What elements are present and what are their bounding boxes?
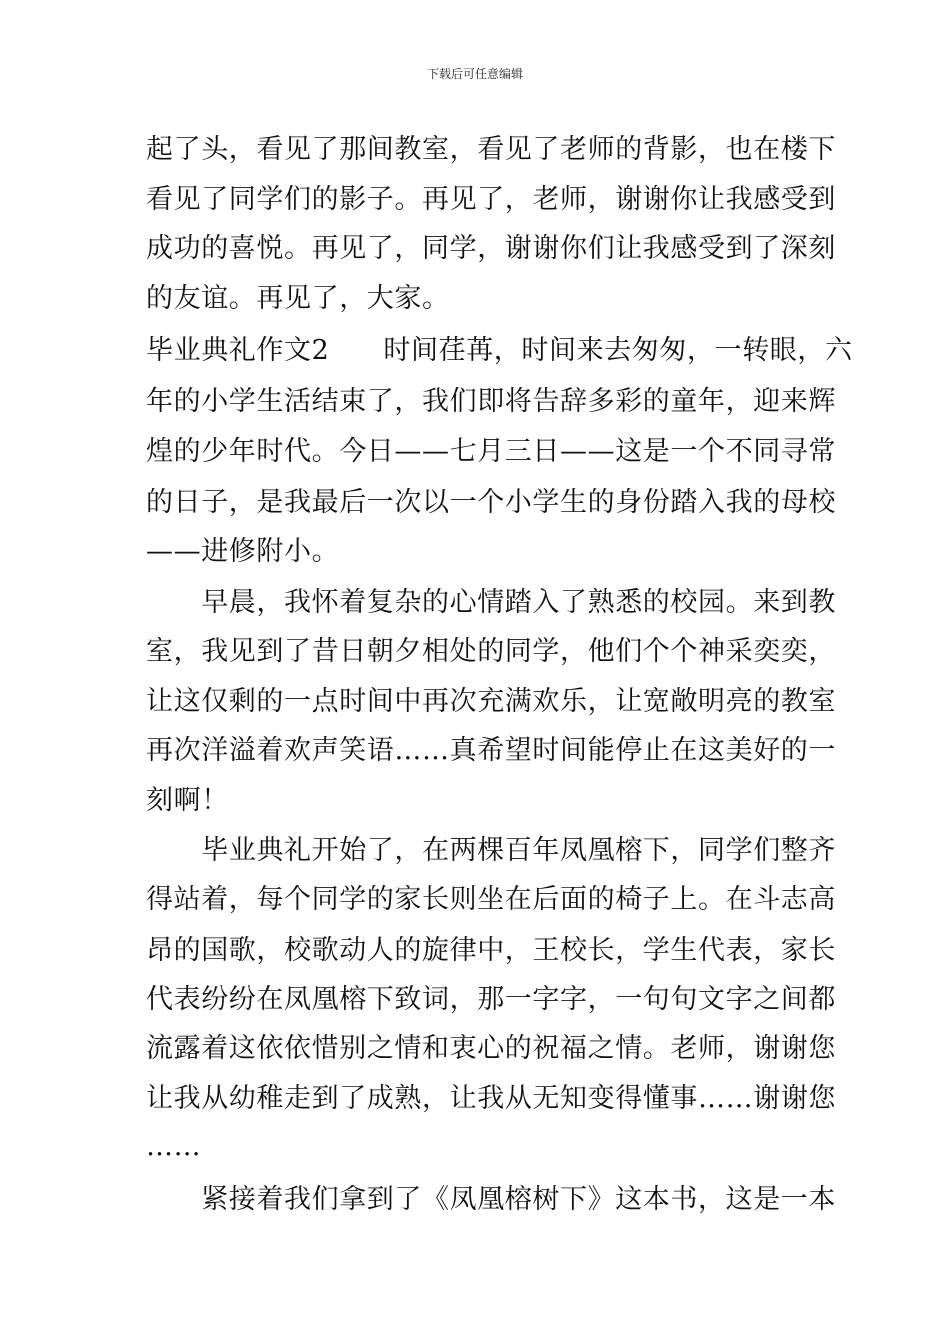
text-line: 昂的国歌，校歌动人的旋律中，王校长，学生代表，家长 [146, 935, 836, 966]
text-line: 年的小学生活结束了，我们即将告辞多彩的童年，迎来辉 [146, 386, 836, 417]
text-line: 的日子，是我最后一次以一个小学生的身份踏入我的母校 [146, 487, 836, 518]
text-line: 紧接着我们拿到了《凤凰榕树下》这本书，这是一本 [146, 1184, 836, 1215]
text-line: 煌的少年时代。今日——七月三日——这是一个不同寻常 [146, 436, 836, 467]
text-line: …… [146, 1131, 202, 1162]
page-header: 下载后可任意编辑 [426, 67, 523, 81]
text-line-segment: 时间荏苒，时间来去匆匆，一转眼，六 [383, 335, 853, 366]
text-line: 得站着，每个同学的家长则坐在后面的椅子上。在斗志高 [146, 884, 836, 915]
text-line: ——进修附小。 [146, 536, 340, 567]
text-line: 代表纷纷在凤凰榕下致词，那一字字，一句句文字之间都 [146, 984, 836, 1015]
text-line: 室，我见到了昔日朝夕相处的同学，他们个个神采奕奕， [146, 636, 836, 667]
text-line: 的友谊。再见了，大家。 [146, 283, 450, 314]
essay-title: 毕业典礼作文2 [146, 335, 330, 366]
text-line: 让这仅剩的一点时间中再次充满欢乐，让宽敞明亮的教室 [146, 686, 836, 717]
text-line: 刻啊！ [146, 785, 229, 816]
text-line: 流露着这依依惜别之情和衷心的祝福之情。老师，谢谢您 [146, 1033, 836, 1064]
text-line: 成功的喜悦。再见了，同学，谢谢你们让我感受到了深刻 [146, 233, 836, 264]
text-line: 看见了同学们的影子。再见了，老师，谢谢你让我感受到 [146, 184, 836, 215]
text-line: 让我从幼稚走到了成熟，让我从无知变得懂事……谢谢您 [146, 1083, 836, 1114]
text-line: 起了头，看见了那间教室，看见了老师的背影，也在楼下 [146, 134, 836, 165]
text-line: 再次洋溢着欢声笑语……真希望时间能停止在这美好的一 [146, 735, 836, 766]
essay-title-line [146, 326, 853, 376]
text-line: 早晨，我怀着复杂的心情踏入了熟悉的校园。来到教 [146, 587, 836, 618]
text-line: 毕业典礼开始了，在两棵百年凤凰榕下，同学们整齐 [146, 835, 836, 866]
